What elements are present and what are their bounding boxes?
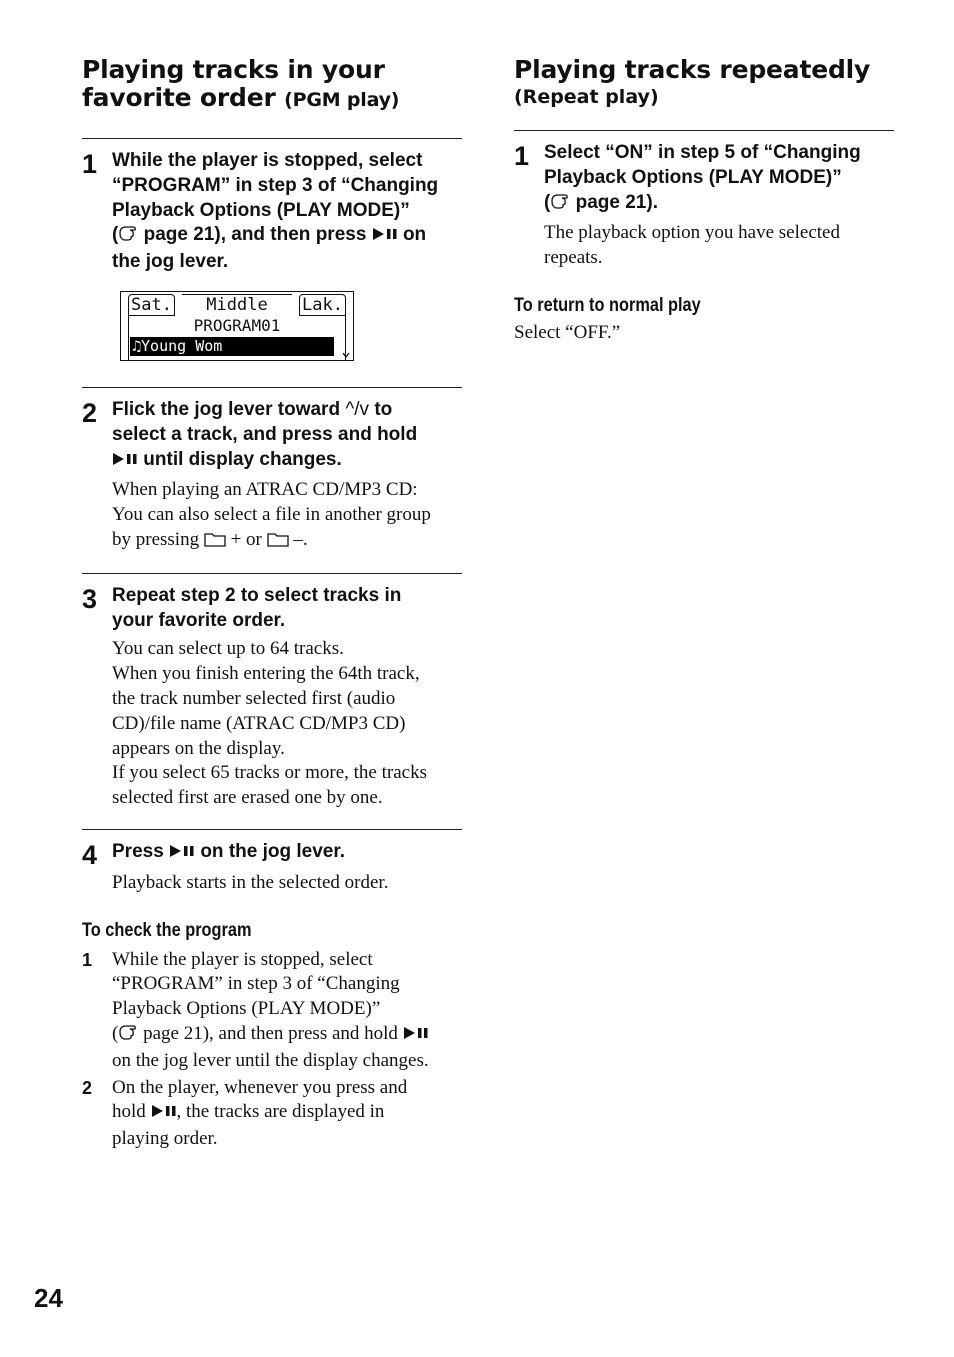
section-title-pgm bbox=[82, 56, 462, 114]
text-line: on the jog lever. bbox=[195, 840, 345, 862]
text-line: page 21), and then press and hold bbox=[138, 1022, 403, 1044]
section-subtitle-repeat: (Repeat play) bbox=[514, 86, 659, 108]
play-pause-icon bbox=[403, 1024, 429, 1049]
text-line: While the player is stopped, select bbox=[112, 150, 423, 171]
check-program-section bbox=[82, 918, 462, 1152]
text-line: Press bbox=[112, 840, 170, 862]
text-line: While the player is stopped, select bbox=[112, 948, 373, 970]
text-line: your favorite order. bbox=[112, 609, 286, 631]
text-line: ( bbox=[112, 1022, 119, 1044]
lcd-group-row bbox=[128, 294, 346, 316]
left-column bbox=[82, 56, 462, 1152]
repeat-step-1 bbox=[514, 141, 894, 271]
step-3 bbox=[82, 584, 462, 811]
right-column bbox=[514, 56, 894, 346]
divider bbox=[82, 138, 462, 139]
divider bbox=[514, 130, 894, 131]
page-number: 24 bbox=[34, 1283, 63, 1313]
text-line: When you finish entering the 64th track, bbox=[112, 663, 420, 685]
normal-play-section bbox=[514, 293, 894, 346]
folder-icon bbox=[204, 530, 226, 555]
text-line: on bbox=[397, 224, 427, 246]
check-item-2-text bbox=[112, 1076, 462, 1152]
step-2-body bbox=[112, 478, 462, 554]
divider bbox=[82, 387, 462, 388]
lcd-tab-left: Sat. bbox=[128, 294, 175, 316]
lcd-track-name: Young Wom bbox=[141, 336, 223, 355]
text-line: You can select up to 64 tracks. bbox=[112, 638, 344, 660]
text-line: “PROGRAM” in step 3 of “Changing bbox=[112, 174, 439, 196]
lcd-tab-right: Lak. bbox=[299, 294, 346, 316]
check-item-1 bbox=[82, 948, 462, 1074]
text-line: page 21), and then press bbox=[138, 224, 372, 246]
step-1-title bbox=[112, 149, 462, 275]
play-pause-icon bbox=[372, 225, 398, 250]
text-line: Playback Options (PLAY MODE)” bbox=[112, 998, 381, 1020]
text-line: appears on the display. bbox=[112, 737, 285, 759]
text-line: selected first are erased one by one. bbox=[112, 787, 383, 809]
text-line: repeats. bbox=[544, 247, 603, 269]
text-line: You can also select a file in another group bbox=[112, 504, 431, 526]
step-number: 3 bbox=[82, 583, 98, 614]
text-line: “PROGRAM” in step 3 of “Changing bbox=[112, 973, 400, 995]
text-line: the track number selected first (audio bbox=[112, 687, 396, 709]
text-line: Flick the jog lever toward bbox=[112, 398, 346, 420]
step-3-title bbox=[112, 584, 462, 634]
text-line: the jog lever. bbox=[112, 251, 229, 273]
page-reference-icon bbox=[118, 1023, 138, 1049]
title-main: Playing tracks in your favorite order bbox=[82, 55, 385, 112]
title-sub: (PGM play) bbox=[284, 89, 400, 111]
text-line: CD)/file name (ATRAC CD/MP3 CD) bbox=[112, 712, 406, 734]
divider bbox=[82, 573, 462, 574]
text-line: page 21). bbox=[570, 191, 658, 213]
lcd-program-label: PROGRAM01 bbox=[193, 315, 281, 335]
play-pause-icon bbox=[169, 842, 195, 867]
text-line: , the tracks are displayed in bbox=[176, 1101, 385, 1123]
section-title-repeat: Playing tracks repeatedly bbox=[514, 55, 871, 84]
up-down-arrows-icon: ^/v bbox=[345, 398, 370, 420]
lcd-track-row bbox=[130, 337, 334, 356]
step-number: 1 bbox=[82, 149, 98, 179]
page-reference-icon bbox=[550, 192, 570, 218]
step-number: 2 bbox=[82, 397, 98, 428]
check-program-heading: To check the program bbox=[82, 919, 252, 941]
text-line: If you select 65 tracks or more, the tracks bbox=[112, 762, 427, 784]
text-line: playing order. bbox=[112, 1128, 218, 1150]
play-pause-icon bbox=[112, 450, 138, 475]
check-item-1-text bbox=[112, 948, 462, 1074]
text-line: When playing an ATRAC CD/MP3 CD: bbox=[112, 479, 418, 501]
text-line: until display changes. bbox=[138, 448, 342, 470]
normal-play-body: Select “OFF.” bbox=[514, 321, 621, 343]
step-2 bbox=[82, 398, 462, 555]
normal-play-heading: To return to normal play bbox=[514, 294, 701, 316]
folder-icon bbox=[267, 530, 289, 555]
text-line: hold bbox=[112, 1101, 151, 1123]
step-1 bbox=[82, 149, 462, 361]
step-number: 4 bbox=[82, 839, 98, 870]
page-reference-icon bbox=[118, 224, 138, 250]
step-4-title bbox=[112, 840, 462, 867]
step-3-body bbox=[112, 637, 462, 811]
step-2-title bbox=[112, 398, 462, 474]
text-line: select a track, and press and hold bbox=[112, 423, 418, 445]
text-line: Repeat step 2 to select tracks in bbox=[112, 584, 402, 606]
lcd-tab-center: Middle bbox=[182, 294, 292, 316]
step-number: 1 bbox=[514, 141, 530, 171]
text-line: The playback option you have selected bbox=[544, 222, 840, 244]
repeat-step-1-title bbox=[544, 141, 894, 217]
repeat-step-1-body bbox=[544, 221, 894, 271]
text-line: to bbox=[369, 398, 393, 420]
text-line: ( bbox=[112, 224, 119, 246]
step-4 bbox=[82, 840, 462, 896]
music-note-icon: ♫ bbox=[132, 336, 142, 355]
text-line: Select “ON” in step 5 of “Changing bbox=[544, 142, 861, 163]
text-line: Playback Options (PLAY MODE)” bbox=[544, 166, 842, 188]
scroll-indicator-icon bbox=[342, 346, 350, 354]
text-line: –. bbox=[288, 528, 308, 550]
play-pause-icon bbox=[151, 1102, 177, 1127]
text-line: Playback Options (PLAY MODE)” bbox=[112, 199, 410, 221]
lcd-display bbox=[120, 291, 354, 361]
text-line: On the player, whenever you press and bbox=[112, 1076, 408, 1098]
text-line: + or bbox=[225, 528, 267, 550]
text-line: by pressing bbox=[112, 528, 204, 550]
text-line: ( bbox=[544, 191, 551, 213]
check-item-2 bbox=[82, 1076, 462, 1152]
divider bbox=[82, 829, 462, 830]
text-line: on the jog lever until the display changes. bbox=[112, 1049, 429, 1071]
item-number: 2 bbox=[82, 1077, 93, 1098]
item-number: 1 bbox=[82, 949, 93, 970]
step-4-body: Playback starts in the selected order. bbox=[112, 871, 389, 893]
